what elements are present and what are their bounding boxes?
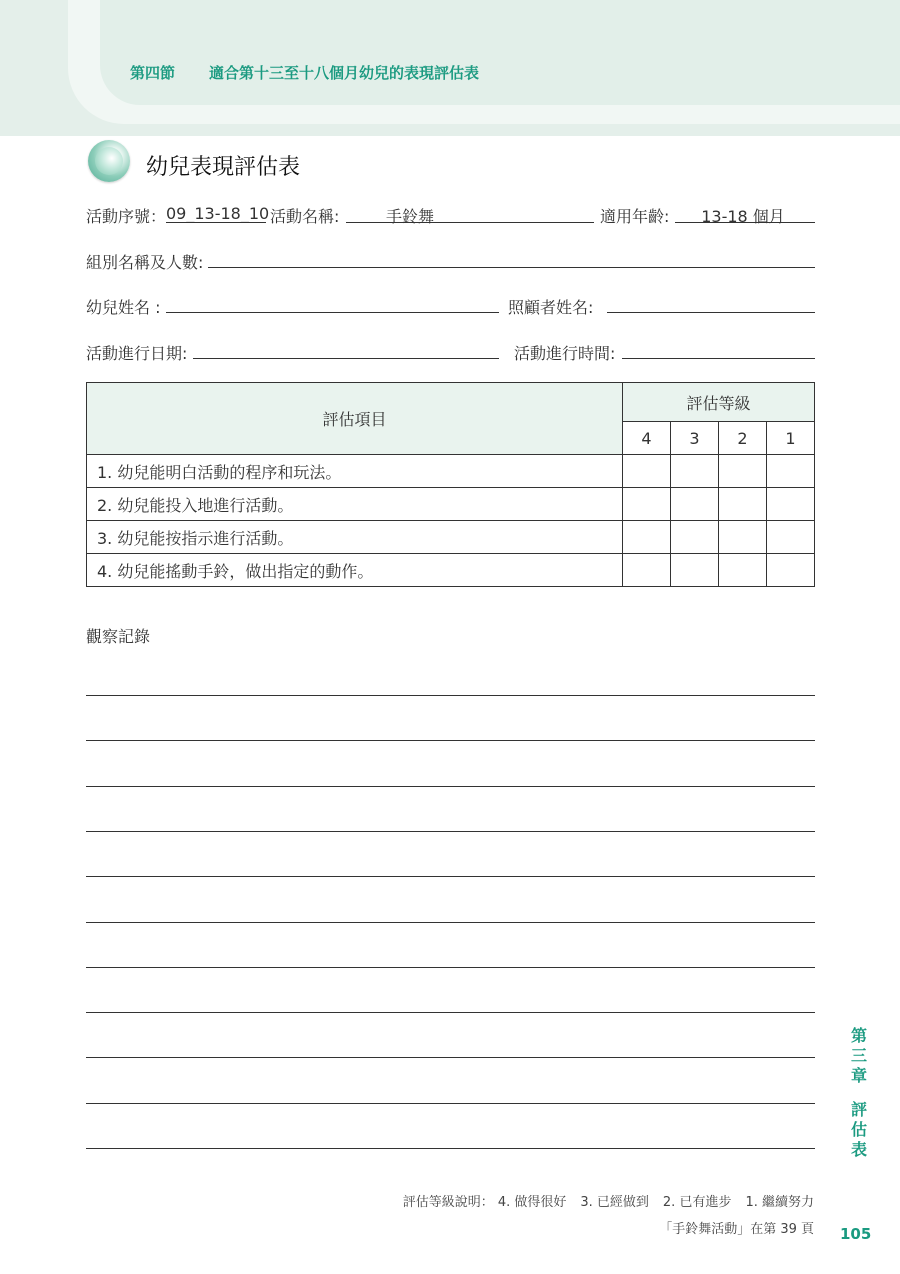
observation-line[interactable] <box>86 967 815 968</box>
observation-line[interactable] <box>86 695 815 696</box>
page-number: 105 <box>840 1225 872 1243</box>
section-char: 評 <box>850 1100 867 1119</box>
date-label: 活動進行日期: <box>86 344 188 363</box>
legend-label: 評估等級說明： <box>402 1195 494 1210</box>
grade-3-header: 3 <box>671 422 719 455</box>
grade-cell[interactable] <box>623 521 671 554</box>
grade-1-header: 1 <box>767 422 815 455</box>
grade-cell[interactable] <box>767 488 815 521</box>
grade-cell[interactable] <box>767 554 815 587</box>
section-number: 第四節 <box>130 64 176 82</box>
table-row <box>87 554 815 587</box>
form-title: 幼兒表現評估表 <box>146 155 301 180</box>
child-name-field[interactable] <box>166 312 499 313</box>
grade-column-header: 評估等級 <box>623 383 815 422</box>
section-char: 表 <box>850 1140 867 1159</box>
activity-name-value: 手鈴舞 <box>385 207 434 226</box>
chapter-char: 章 <box>850 1066 867 1085</box>
bubble-icon <box>88 140 130 182</box>
grade-cell[interactable] <box>719 554 767 587</box>
observation-line[interactable] <box>86 1148 815 1149</box>
evaluation-table <box>86 382 815 587</box>
grade-cell[interactable] <box>671 554 719 587</box>
table-row <box>87 455 815 488</box>
grade-2-header: 2 <box>719 422 767 455</box>
observation-line[interactable] <box>86 1012 815 1013</box>
date-field[interactable] <box>193 358 499 359</box>
grade-cell[interactable] <box>623 488 671 521</box>
grade-cell[interactable] <box>767 521 815 554</box>
time-label: 活動進行時間: <box>514 344 616 363</box>
item-text: 1. 幼兒能明白活動的程序和玩法。 <box>87 455 623 488</box>
observation-line[interactable] <box>86 876 815 877</box>
grade-cell[interactable] <box>719 488 767 521</box>
observation-line[interactable] <box>86 922 815 923</box>
time-field[interactable] <box>622 358 815 359</box>
grade-cell[interactable] <box>671 455 719 488</box>
observation-label: 觀察記錄 <box>86 627 151 646</box>
section-title: 適合第十三至十八個月幼兒的表現評估表 <box>209 64 480 82</box>
activity-no-label: 活動序號： <box>86 207 167 226</box>
age-value: 13-18 個月 <box>701 207 785 226</box>
age-label: 適用年齡: <box>600 207 670 226</box>
activity-name-label: 活動名稱: <box>270 207 340 226</box>
grade-cell[interactable] <box>719 455 767 488</box>
grade-4-header: 4 <box>623 422 671 455</box>
observation-line[interactable] <box>86 786 815 787</box>
group-label: 組別名稱及人數: <box>86 253 204 272</box>
caregiver-label: 照顧者姓名: <box>508 298 594 317</box>
grade-cell[interactable] <box>623 455 671 488</box>
observation-line[interactable] <box>86 831 815 832</box>
item-text: 4. 幼兒能搖動手鈴，做出指定的動作。 <box>87 554 623 587</box>
page-reference: 「手鈴舞活動」在第 39 頁 <box>659 1222 814 1237</box>
section-heading <box>130 62 479 83</box>
group-field[interactable] <box>208 267 815 268</box>
chapter-side-tab <box>848 1026 870 1160</box>
item-text: 3. 幼兒能按指示進行活動。 <box>87 521 623 554</box>
item-column-header: 評估項目 <box>87 383 623 455</box>
grade-cell[interactable] <box>671 521 719 554</box>
observation-line[interactable] <box>86 1103 815 1104</box>
grade-cell[interactable] <box>671 488 719 521</box>
observation-line[interactable] <box>86 740 815 741</box>
section-char: 估 <box>850 1120 867 1139</box>
table-row <box>87 488 815 521</box>
grade-cell[interactable] <box>767 455 815 488</box>
grade-cell[interactable] <box>623 554 671 587</box>
table-row <box>87 521 815 554</box>
header-panel <box>100 0 900 105</box>
legend-item: 3. 已經做到 <box>580 1195 649 1210</box>
chapter-char: 三 <box>850 1046 867 1065</box>
grade-cell[interactable] <box>719 521 767 554</box>
legend-item: 1. 繼續努力 <box>745 1195 814 1210</box>
activity-no-value: 09_13-18_10 <box>166 204 270 223</box>
legend-item: 2. 已有進步 <box>662 1195 732 1210</box>
item-text: 2. 幼兒能投入地進行活動。 <box>87 488 623 521</box>
caregiver-field[interactable] <box>607 312 815 313</box>
child-name-label: 幼兒姓名 : <box>86 298 161 317</box>
legend-item: 4. 做得很好 <box>497 1195 567 1210</box>
chapter-char: 第 <box>850 1026 867 1045</box>
observation-line[interactable] <box>86 1057 815 1058</box>
grade-legend <box>403 1191 814 1210</box>
